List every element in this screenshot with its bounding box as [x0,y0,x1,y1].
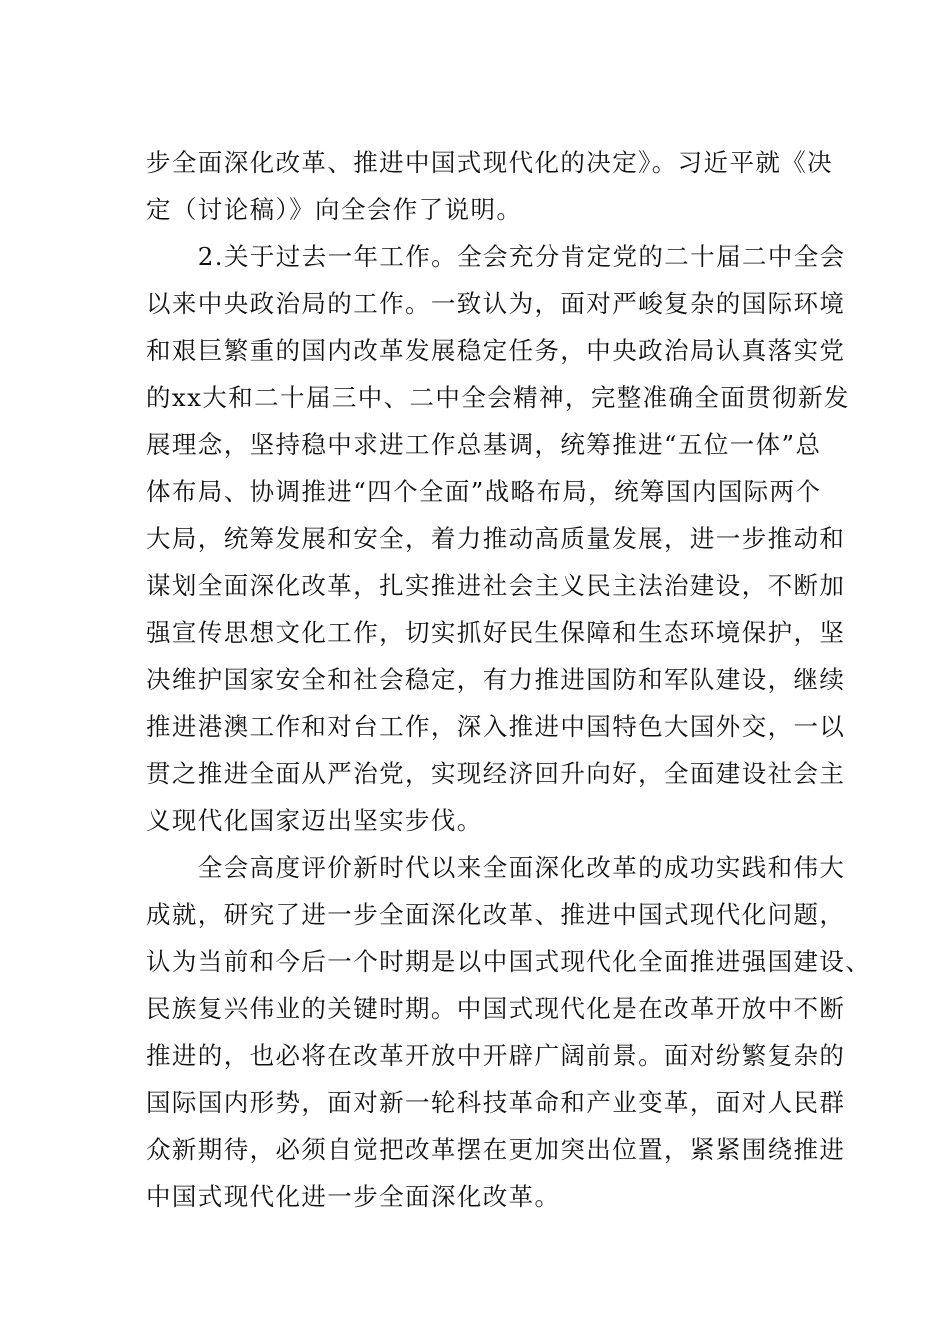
text-line: 和艰巨繁重的国内改革发展稳定任务，中央政治局认真落实党 [146,336,846,365]
text-line: 以来中央政治局的工作。一致认为，面对严峻复杂的国际环境 [146,289,846,318]
text-line: 贯之推进全面从严治党，实现经济回升向好，全面建设社会主 [146,759,846,788]
text-line: 认为当前和今后一个时期是以中国式现代化全面推进强国建设、 [146,947,872,976]
text-line: 国际国内形势，面对新一轮科技革命和产业变革，面对人民群 [146,1088,846,1117]
text-line: 强宣传思想文化工作，切实抓好民生保障和生态环境保护，坚 [146,618,846,647]
text-line: 展理念，坚持稳中求进工作总基调，统筹推进“五位一体”总 [146,430,822,459]
paragraph-past-year-work [146,233,850,844]
paragraph-reform-evaluation [146,844,872,1220]
text-line: 民族复兴伟业的关键时期。中国式现代化是在改革开放中不断 [146,994,846,1023]
text-line: 推进的，也必将在改革开放中开辟广阔前景。面对纷繁复杂的 [146,1041,846,1070]
text-line: 步全面深化改革、推进中国式现代化的决定》。习近平就《决 [146,148,834,177]
text-line: 定（讨论稿）》向全会作了说明。 [146,195,523,224]
text-line: 大局，统筹发展和安全，着力推动高质量发展，进一步推动和 [146,524,846,553]
text-line: 推进港澳工作和对台工作，深入推进中国特色大国外交，一以 [146,712,846,741]
text-line: 体布局、协调推进“四个全面”战略布局，统筹国内国际两个 [146,477,822,506]
text-line: 成就，研究了进一步全面深化改革、推进中国式现代化问题， [146,900,846,929]
text-line: 的xx大和二十届三中、二中全会精神，完整准确全面贯彻新发 [146,383,850,412]
paragraph-decision [146,139,834,233]
text-line: 中国式现代化进一步全面深化改革。 [146,1182,561,1211]
document-body [146,139,872,1220]
text-line: 2.关于过去一年工作。全会充分肯定党的二十届二中全会 [146,242,846,271]
text-line: 义现代化国家迈出坚实步伐。 [146,806,483,835]
text-line: 决维护国家安全和社会稳定，有力推进国防和军队建设，继续 [146,665,846,694]
text-line: 全会高度评价新时代以来全面深化改革的成功实践和伟大 [146,853,846,882]
text-line: 谋划全面深化改革，扎实推进社会主义民主法治建设，不断加 [146,571,846,600]
text-line: 众新期待，必须自觉把改革摆在更加突出位置，紧紧围绕推进 [146,1135,846,1164]
